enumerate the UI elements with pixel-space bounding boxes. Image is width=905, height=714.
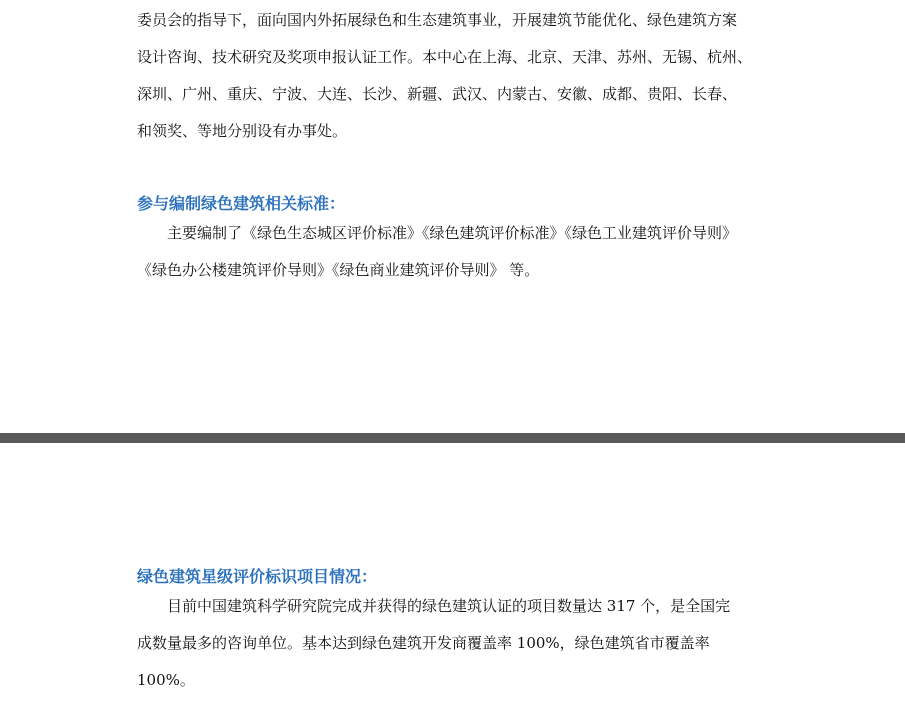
intro-line: 和领奖、等地分别设有办事处。 [137, 122, 348, 140]
document-page-2 [0, 443, 905, 714]
rating-paragraph [137, 588, 777, 699]
standards-line: 《绿色办公楼建筑评价导则》《绿色商业建筑评价导则》 等。 [137, 261, 540, 279]
rating-heading: 绿色建筑星级评价标识项目情况： [137, 567, 378, 586]
intro-paragraph [137, 2, 777, 150]
standards-paragraph [137, 215, 777, 289]
page-separator [0, 433, 905, 443]
intro-line: 深圳、广州、重庆、宁波、大连、长沙、新疆、武汉、内蒙古、安徽、成都、贵阳、长春、 [137, 85, 738, 103]
intro-line: 设计咨询、技术研究及奖项申报认证工作。本中心在上海、北京、天津、苏州、无锡、杭州、 [137, 48, 753, 66]
rating-line: 目前中国建筑科学研究院完成并获得的绿色建筑认证的项目数量达 317 个，是全国完 [167, 597, 731, 615]
intro-line: 委员会的指导下，面向国内外拓展绿色和生态建筑事业，开展建筑节能优化、绿色建筑方案 [137, 11, 738, 29]
standards-line: 主要编制了《绿色生态城区评价标准》《绿色建筑评价标准》《绿色工业建筑评价导则》 [167, 224, 738, 242]
standards-heading: 参与编制绿色建筑相关标准： [137, 194, 346, 213]
rating-line: 成数量最多的咨询单位。基本达到绿色建筑开发商覆盖率 100%，绿色建筑省市覆盖率 [137, 634, 710, 652]
rating-line: 100%。 [137, 671, 195, 689]
